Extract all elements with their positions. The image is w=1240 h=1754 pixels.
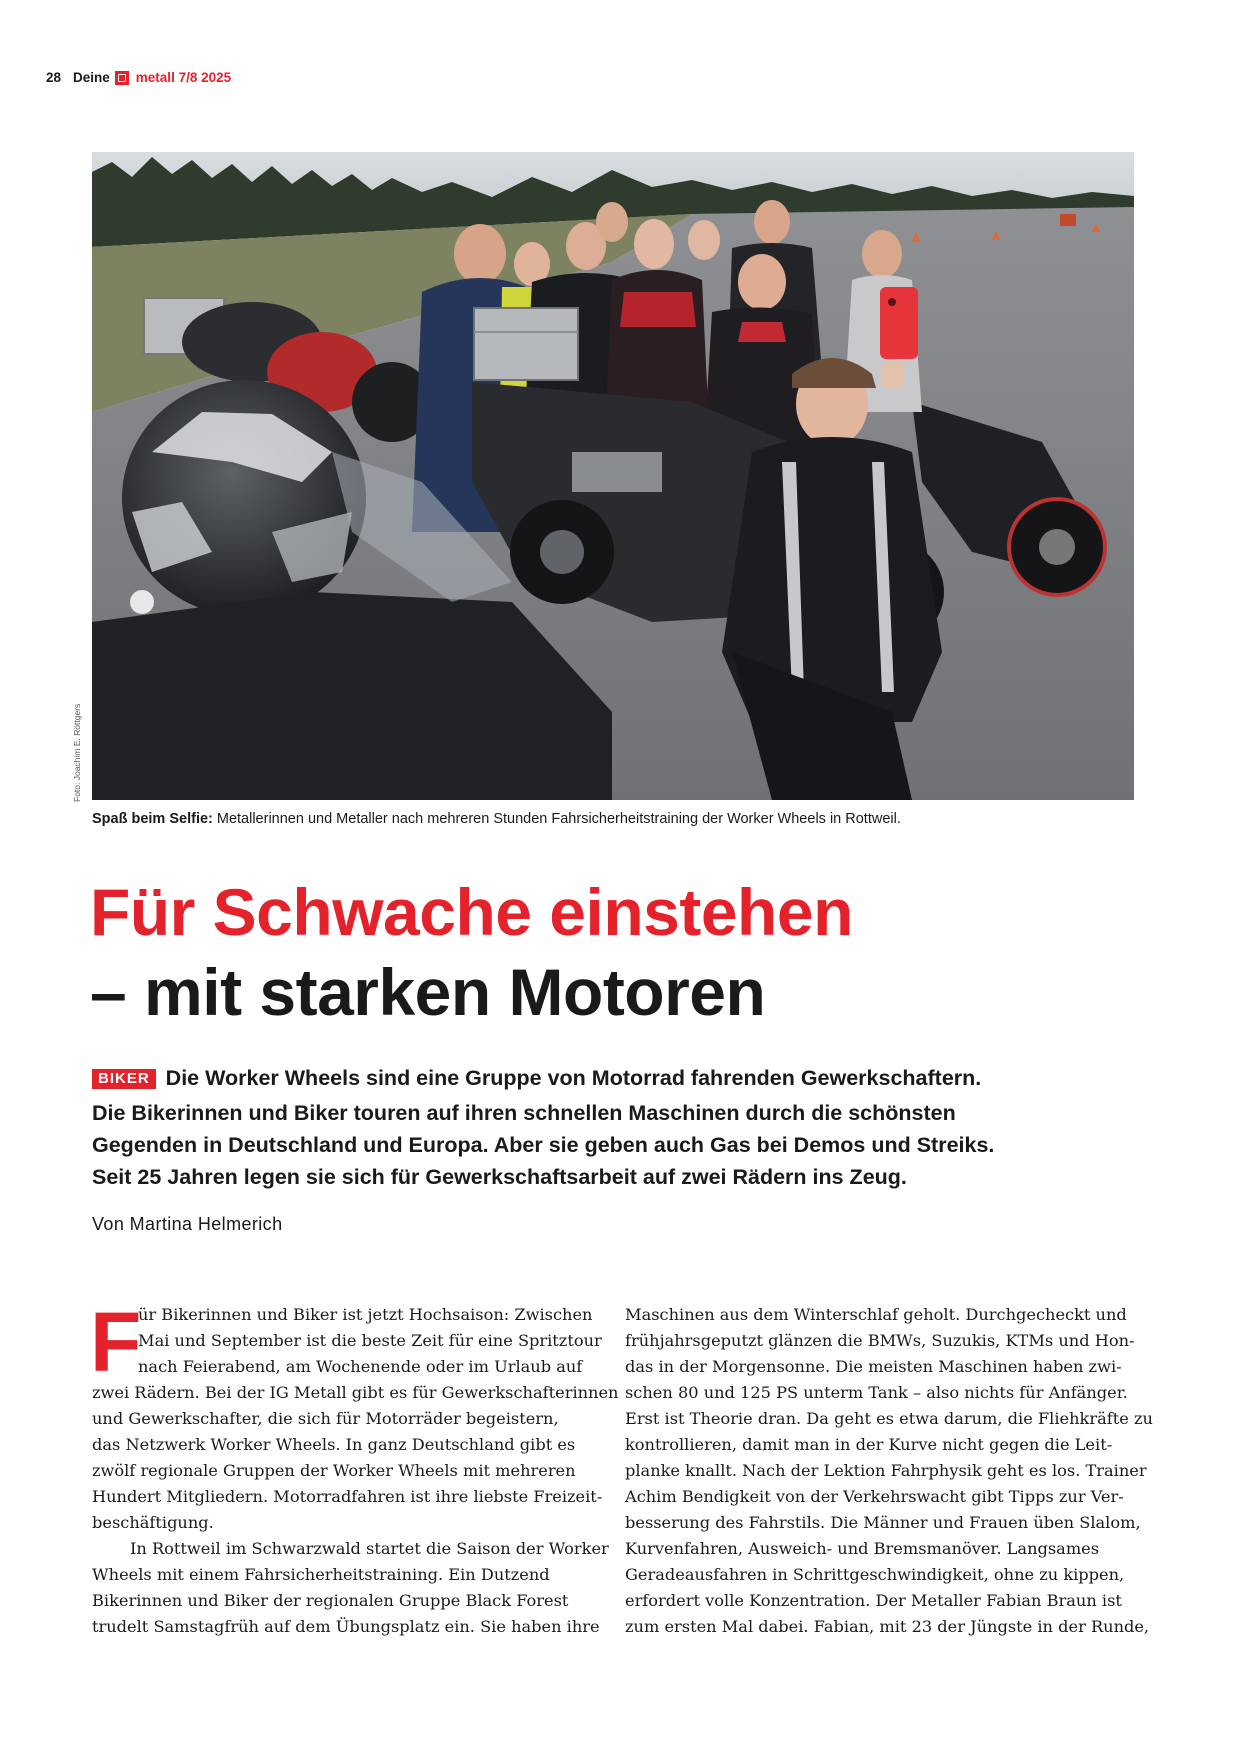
body-line: besserung des Fahrstils. Die Männer und Frauen üben Slalom, (625, 1513, 1141, 1532)
body-line: erfordert volle Konzentration. Der Metaller Fabian Braun ist (625, 1591, 1122, 1610)
article-photo (92, 152, 1134, 800)
lead-line: Seit 25 Jahren legen sie sich für Gewerkschaftsarbeit auf zwei Rädern ins Zeug. (92, 1165, 907, 1189)
headline (90, 872, 853, 1032)
body-column-left (90, 1295, 619, 1640)
ig-metall-logo-icon (115, 71, 129, 85)
body-line: schen 80 und 125 PS unterm Tank – also nichts für Anfänger. (625, 1383, 1128, 1402)
headline-line-2: – mit starken Motoren (90, 955, 766, 1029)
body-line: frühjahrsgeputzt glänzen die BMWs, Suzukis, KTMs und Hon- (625, 1331, 1135, 1350)
photo-caption (92, 811, 901, 827)
headline-line-1: Für Schwache einstehen (90, 875, 853, 949)
body-line: und Gewerkschafter, die sich für Motorräder begeistern, (92, 1409, 559, 1428)
body-line: Maschinen aus dem Winterschlaf geholt. Durchgecheckt und (625, 1305, 1127, 1324)
lead-line-text: Die Worker Wheels sind eine Gruppe von Motorrad fahrenden Gewerkschaftern. (165, 1066, 982, 1090)
body-line: planke knallt. Nach der Lektion Fahrphysik geht es los. Trainer (625, 1461, 1147, 1480)
body-line: Hundert Mitgliedern. Motorradfahren ist ihre liebste Freizeit- (92, 1487, 603, 1506)
magazine-name: metall 7/8 2025 (135, 70, 232, 85)
body-line: In Rottweil im Schwarzwald startet die Saison der Worker (130, 1539, 609, 1558)
body-column-right (625, 1302, 1153, 1640)
body-line: das Netzwerk Worker Wheels. In ganz Deutschland gibt es (92, 1435, 576, 1454)
body-line: zwölf regionale Gruppen der Worker Wheels mit mehreren (92, 1461, 576, 1480)
category-tag: BIKER (92, 1069, 156, 1089)
caption-text: Metallerinnen und Metaller nach mehreren Stunden Fahrsicherheitstraining der Worker Wheels in Rottweil. (216, 811, 901, 827)
lead-line: Gegenden in Deutschland und Europa. Aber sie geben auch Gas bei Demos und Streiks. (92, 1133, 995, 1157)
body-line: Erst ist Theorie dran. Da geht es etwa darum, die Fliehkräfte zu (625, 1409, 1153, 1428)
body-line: Achim Bendigkeit von der Verkehrswacht gibt Tipps zur Ver- (625, 1487, 1124, 1506)
drop-cap: F (90, 1295, 142, 1389)
caption-lead: Spaß beim Selfie: (92, 811, 213, 827)
body-line: trudelt Samstagfrüh auf dem Übungsplatz ein. Sie haben ihre (92, 1617, 600, 1636)
lead-paragraph (92, 1062, 1092, 1193)
magazine-prefix: Deine (73, 70, 110, 85)
body-line: kontrollieren, damit man in der Kurve nicht gegen die Leit- (625, 1435, 1113, 1454)
body-line: Geradeausfahren in Schrittgeschwindigkeit, ohne zu kippen, (625, 1565, 1125, 1584)
page-header (46, 70, 231, 85)
body-line: das in der Morgensonne. Die meisten Maschinen haben zwi- (625, 1357, 1122, 1376)
body-line: ür Bikerinnen und Biker ist jetzt Hochsaison: Zwischen (138, 1305, 593, 1324)
body-line: zwei Rädern. Bei der IG Metall gibt es für Gewerkschafterinnen (92, 1383, 619, 1402)
body-line: Bikerinnen und Biker der regionalen Gruppe Black Forest (92, 1591, 569, 1610)
author-byline: Von Martina Helmerich (92, 1214, 283, 1234)
body-line: Mai und September ist die beste Zeit für eine Spritztour (138, 1331, 602, 1350)
page-number: 28 (46, 70, 62, 85)
body-line: nach Feierabend, am Wochenende oder im Urlaub auf (138, 1357, 583, 1376)
body-line: beschäftigung. (92, 1513, 214, 1532)
body-line: Wheels mit einem Fahrsicherheitstraining. Ein Dutzend (92, 1565, 550, 1584)
body-line: zum ersten Mal dabei. Fabian, mit 23 der Jüngste in der Runde, (625, 1617, 1150, 1636)
photo-credit: Foto: Joachim E. Röttgers (72, 703, 82, 802)
lead-line (92, 1062, 1092, 1097)
body-line: Kurvenfahren, Ausweich- und Bremsmanöver. Langsames (625, 1539, 1100, 1558)
lead-line: Die Bikerinnen und Biker touren auf ihren schnellen Maschinen durch die schönsten (92, 1101, 956, 1125)
